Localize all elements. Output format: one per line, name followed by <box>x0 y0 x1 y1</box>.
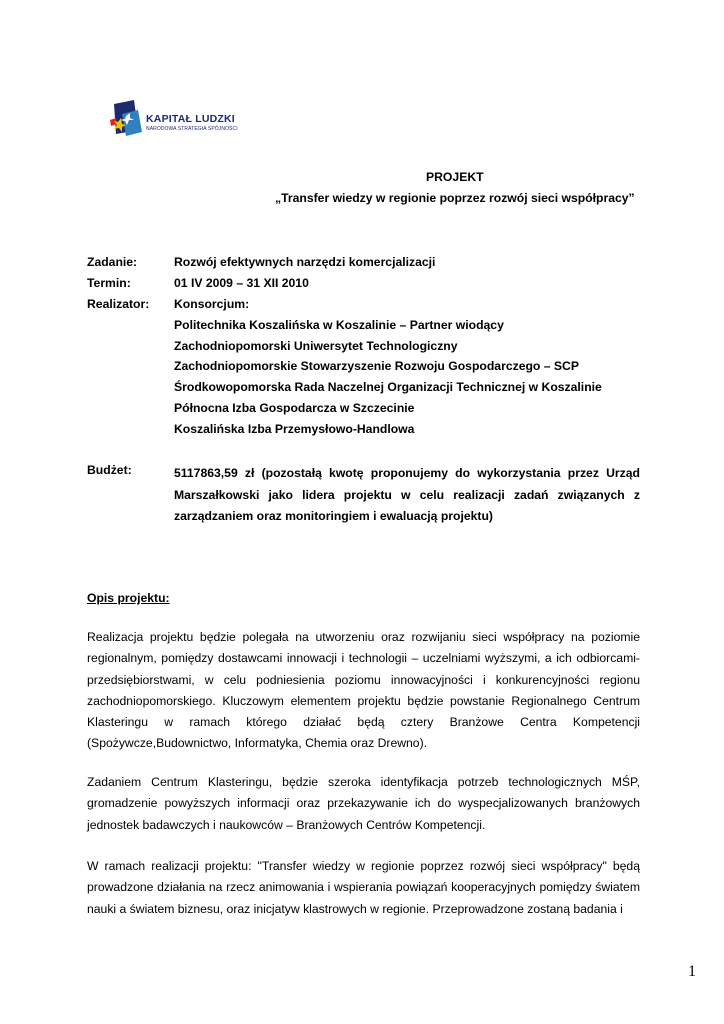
term-value: 01 IV 2009 – 31 XII 2010 <box>174 276 309 290</box>
task-label: Zadanie: <box>87 255 138 269</box>
realizer-value: Konsorcjum: <box>174 297 250 311</box>
page-number: 1 <box>688 963 696 980</box>
budget-value: 5117863,59 zł (pozostałą kwotę proponujemy do wykorzystania przez Urząd Marszałkowski jako lidera projektu w celu realizacji zadań związanych z zarządzaniem oraz monitoringiem i ewaluacją projektu) <box>174 466 640 523</box>
consortium-member: Środkowopomorska Rada Naczelnej Organizacji Technicznej w Koszalinie <box>174 380 602 394</box>
project-title: „Transfer wiedzy w regionie poprzez rozwój sieci współpracy” <box>275 191 635 205</box>
budget-label: Budżet: <box>87 463 132 477</box>
description-paragraph: Realizacja projektu będzie polegała na utworzeniu oraz rozwijaniu sieci współpracy na poziomie regionalnym, pomiędzy dostawcami innowacji i technologii – uczelniami wyższymi, a ich odbiorcami-przedsiębiorstwami, w celu podniesienia poziomu innowacyjności i konkurencyjności regionu zachodniopomorskiego. Kluczowym elementem projektu będzie powstanie Regionalnego Centrum Klasteringu w ramach którego działać będą cztery Branżowe Centra Kompetencji (Spożywcze,Budownictwo, Informatyka, Chemia oraz Drewno). <box>87 630 640 751</box>
consortium-member: Zachodniopomorski Uniwersytet Technologiczny <box>174 339 458 353</box>
description-paragraph: W ramach realizacji projektu: "Transfer wiedzy w regionie poprzez rozwój sieci współpracy" będą prowadzone działania na rzecz animowania i wspierania powiązań kooperacyjnych pomiędzy światem nauki a światem biznesu, oraz inicjatyw klastrowych w regionie. Przeprowadzone zostaną badania i <box>87 859 640 916</box>
consortium-member: Koszalińska Izba Przemysłowo-Handlowa <box>174 422 415 436</box>
logo-subtitle: NARODOWA STRATEGIA SPÓJNOŚCI <box>146 126 238 132</box>
consortium-member: Politechnika Koszalińska w Koszalinie – Partner wiodący <box>174 318 504 332</box>
consortium-member: Zachodniopomorskie Stowarzyszenie Rozwoju Gospodarczego – SCP <box>174 359 579 373</box>
logo-title: KAPITAŁ LUDZKI <box>146 113 235 125</box>
description-paragraph: Zadaniem Centrum Klasteringu, będzie szeroka identyfikacja potrzeb technologicznych MŚP, gromadzenie powyższych informacji oraz przekazywanie ich do wyspecjalizowanych branżowych jednostek badawczych i naukowców – Branżowych Centrów Kompetencji. <box>87 775 640 832</box>
kapital-ludzki-logo <box>108 100 258 146</box>
logo-mark-icon <box>108 100 146 140</box>
project-label: PROJEKT <box>426 170 484 184</box>
realizer-label: Realizator: <box>87 297 150 311</box>
consortium-member: Północna Izba Gospodarcza w Szczecinie <box>174 401 415 415</box>
section-title: Opis projektu: <box>87 591 170 605</box>
term-label: Termin: <box>87 276 131 290</box>
task-value: Rozwój efektywnych narzędzi komercjalizacji <box>174 255 436 269</box>
